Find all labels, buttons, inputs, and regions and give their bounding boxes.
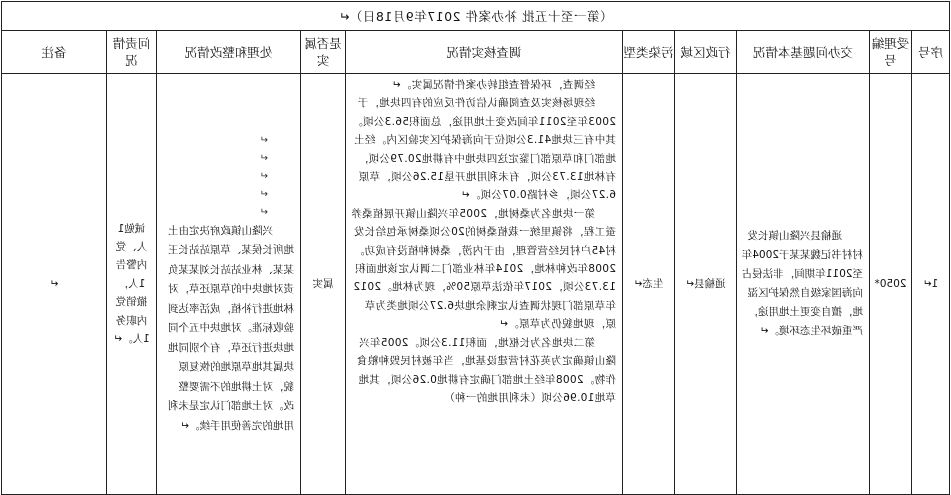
- survey-paragraph-4: 第二块地名为长枢地，面积11.3公顷。2005年兴隆山镇确定为英花村营建设基地，当年被村民毁种粮食作物。2008年经土地部门确定有耕地0.26公顷，其地草地10.96公顷（未利用地的一种）: [356, 336, 616, 404]
- handling-text: 兴隆山镇政府决定由土地所长侯某、草原站站长王某某、林业站站长刘某某负责对地块中的草原还草，对林地进行补植，成活率达到验收标准。对地块中五个同地块进行还草，有个别同地块属其地草原地的恢复原貌，对土耕地的不需要整改。对土地部门认定是未利用地的完善使用手续。↵: [168, 224, 294, 432]
- header-seq: 序号: [912, 31, 950, 74]
- cell-seq: 1↵: [912, 74, 950, 495]
- header-region: 行政区域: [675, 31, 737, 74]
- case-table: [1, 1, 950, 495]
- header-handling: 处理和整改情况: [157, 31, 301, 74]
- paragraph-mark: ↵: [259, 188, 268, 200]
- survey-paragraph-3: 第一块地名为桑树地，2005年兴隆山镇开展植桑养蚕工程，将镇里统一栽植桑树的20公顷桑树承包给长发村45户村民经营管理，由于内涝，桑树种植没有成功。2008年改种林地，2014年林业部门二调认定该地面积13.73公顷，2017年依法草原50%，现为林地。2012年草原部门现状调查认定剩余地块6.27公顷地类为草原，现地貌仍为草原。↵: [351, 207, 616, 331]
- paragraph-mark: ↵: [259, 206, 268, 218]
- header-row: [1, 31, 949, 74]
- table-title: （第一至十五批 补办案件 2017年9月18日）↵: [1, 2, 949, 31]
- header-remark: 备注: [1, 31, 106, 74]
- header-survey: 调查核实情况: [346, 31, 623, 74]
- survey-paragraph-2: 经现场核实及查阅确认信访件反应的有四块地，于2003年至2011年间改变土地用途，总面积56.3公顷。其中有三块地41.3公顷位于向海保护区实验区内。经土地部门和草原部门鉴定这四块地中有耕地20.79公顷，有林地13.73公顷，有未利用地开垦15.26公顷，草原6.27公顷，乡村路0.07公顷。↵: [351, 97, 616, 202]
- cell-remark: ↵: [1, 74, 106, 495]
- table-row: [1, 74, 949, 495]
- cell-handling: [157, 74, 301, 495]
- paragraph-mark: ↵: [259, 170, 268, 182]
- cell-accountability: 诫勉1人、党内警告1人，撤销党内职务1人。↵: [107, 74, 157, 495]
- survey-paragraph-1: 经调查，环保督查组转办案件情况属实。↵: [391, 79, 595, 91]
- header-accept-no: 受理编号: [870, 31, 912, 74]
- cell-issue: [737, 74, 870, 495]
- paragraph-mark: ↵: [259, 152, 268, 164]
- header-accountability: 问责情况: [107, 31, 157, 74]
- header-issue: 交办问题基本情况: [737, 31, 870, 74]
- cell-confirmed: 属实: [301, 74, 346, 495]
- cell-survey: [346, 74, 623, 495]
- header-confirmed: 是否属实: [301, 31, 346, 74]
- cell-region: 通榆县↵: [675, 74, 737, 495]
- cell-accept-no: 2050*: [870, 74, 912, 495]
- header-pollution: 污染类型: [623, 31, 675, 74]
- paragraph-mark: ↵: [259, 134, 268, 146]
- cell-pollution: 生态↵: [623, 74, 675, 495]
- issue-text: 通榆县兴隆山镇长发村村书记魏某某于2004年至2011年期间，非法侵占向海国家级自然保护区湿地，擅自变更土地用途，严重破坏生态环境。↵: [741, 230, 863, 337]
